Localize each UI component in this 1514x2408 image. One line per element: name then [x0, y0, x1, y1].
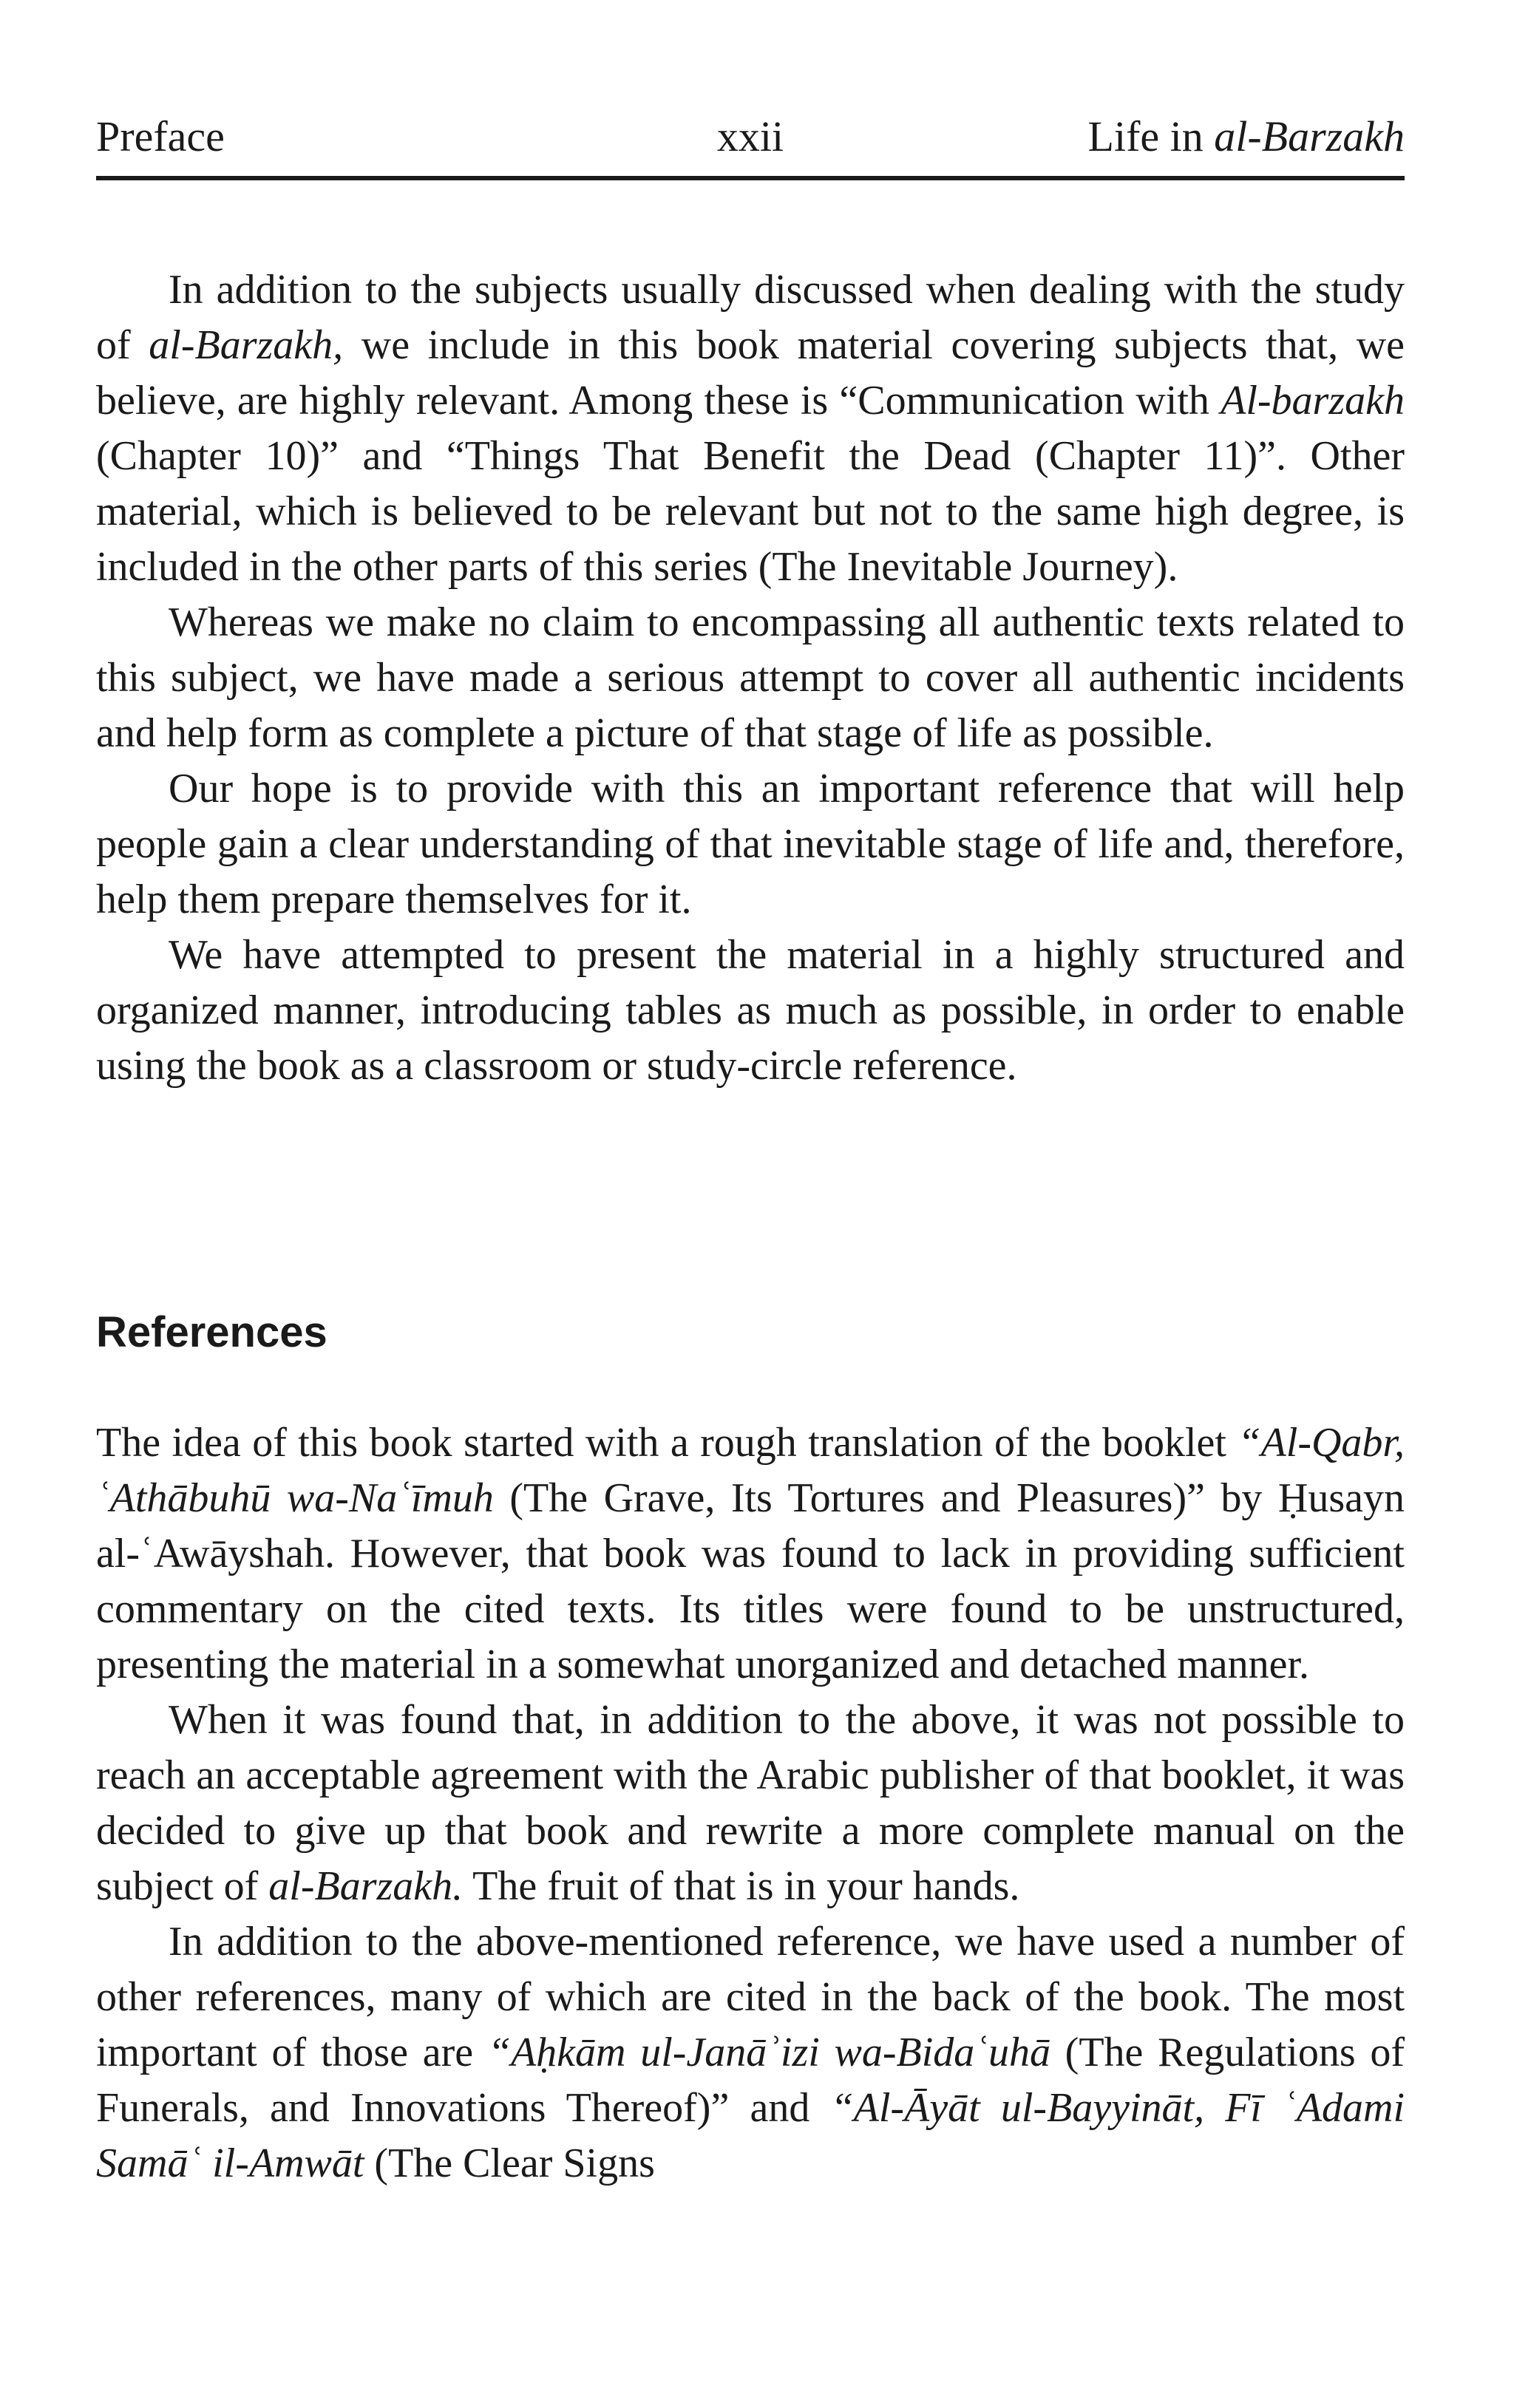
italic-term: al-Barzakh, [149, 322, 344, 368]
text-run: The fruit of that is in your hands. [463, 1863, 1020, 1909]
section-title: Preface [96, 112, 225, 160]
references-section [96, 1415, 1405, 2191]
intro-section [96, 262, 1405, 1094]
italic-term: “Al-Qabr, ʿAthābuhū wa-Naʿīmuh [96, 1420, 1405, 1521]
book-title-prefix: Life in [1087, 112, 1215, 160]
italic-term: “Al-Āyāt ul-Bayyināt, Fī ʿAdami Samāʿ il-Amwāt [96, 2085, 1405, 2186]
paragraph [96, 1914, 1405, 2191]
paragraph: Whereas we make no claim to encompassing all authentic texts related to this subject, we have made a serious attempt to cover all authentic incidents and help form as complete a picture of that stage of life as possible. [96, 599, 1405, 756]
text-run: The idea of this book started with a rough translation of the booklet [96, 1420, 1238, 1466]
book-title-italic: al-Barzakh [1214, 112, 1405, 160]
text-run: we include in this book material covering subjects that, we believe, are highly relevant. Among these is “Communication with [96, 322, 1405, 424]
text-run: In addition to the subjects usually discussed when dealing with the study of [96, 267, 1405, 368]
running-head [96, 111, 1405, 163]
text-run: (The Clear Signs [364, 2140, 655, 2186]
paragraph: Our hope is to provide with this an important reference that will help people gain a clear understanding of that inevitable stage of life and, therefore, help them prepare themselves for it. [96, 766, 1405, 922]
text-run: In addition to the above-mentioned reference, we have used a number of other references, many of which are cited in the back of the book. The most important of those are [96, 1919, 1405, 2075]
italic-term: “Aḥkām ul-Janāʾizi wa-Bidaʿuhā [487, 2030, 1050, 2075]
italic-term: al-Barzakh. [268, 1863, 464, 1909]
book-title [1088, 111, 1405, 163]
paragraph [96, 1415, 1405, 1693]
paragraph: We have attempted to present the material in a highly structured and organized manner, introducing tables as much as possible, in order to enable using the book as a classroom or study-circle reference. [96, 932, 1405, 1089]
italic-term: Al-barzakh [1221, 378, 1405, 424]
paragraph [96, 262, 1405, 595]
page-number: xxii [716, 112, 784, 160]
paragraph [96, 1693, 1405, 1914]
text-run: (Chapter 10)” and “Things That Benefit the Dead (Chapter 11)”. Other material, which is believed to be relevant but not to the same high degree, is included in the other parts of this series (The Inevitable Journey). [96, 433, 1405, 590]
text-run: (The Regulations of Funerals, and Innovations Thereof)” and [96, 2030, 1405, 2131]
text-run: (The Grave, Its Tortures and Pleasures)” by Ḥusayn al-ʿAwāyshah. However, that book was found to lack in providing sufficient commentary on the cited texts. Its titles were found to be unstructured, presenting the material in a somewhat unorganized and detached manner. [96, 1475, 1405, 1687]
header-rule [96, 176, 1405, 180]
text-run: When it was found that, in addition to the above, it was not possible to reach an acceptable agreement with the Arabic publisher of that booklet, it was decided to give up that book and rewrite a more complete manual on the subject of [96, 1697, 1405, 1909]
book-page [96, 0, 1405, 2408]
references-heading: References [96, 1308, 327, 1356]
